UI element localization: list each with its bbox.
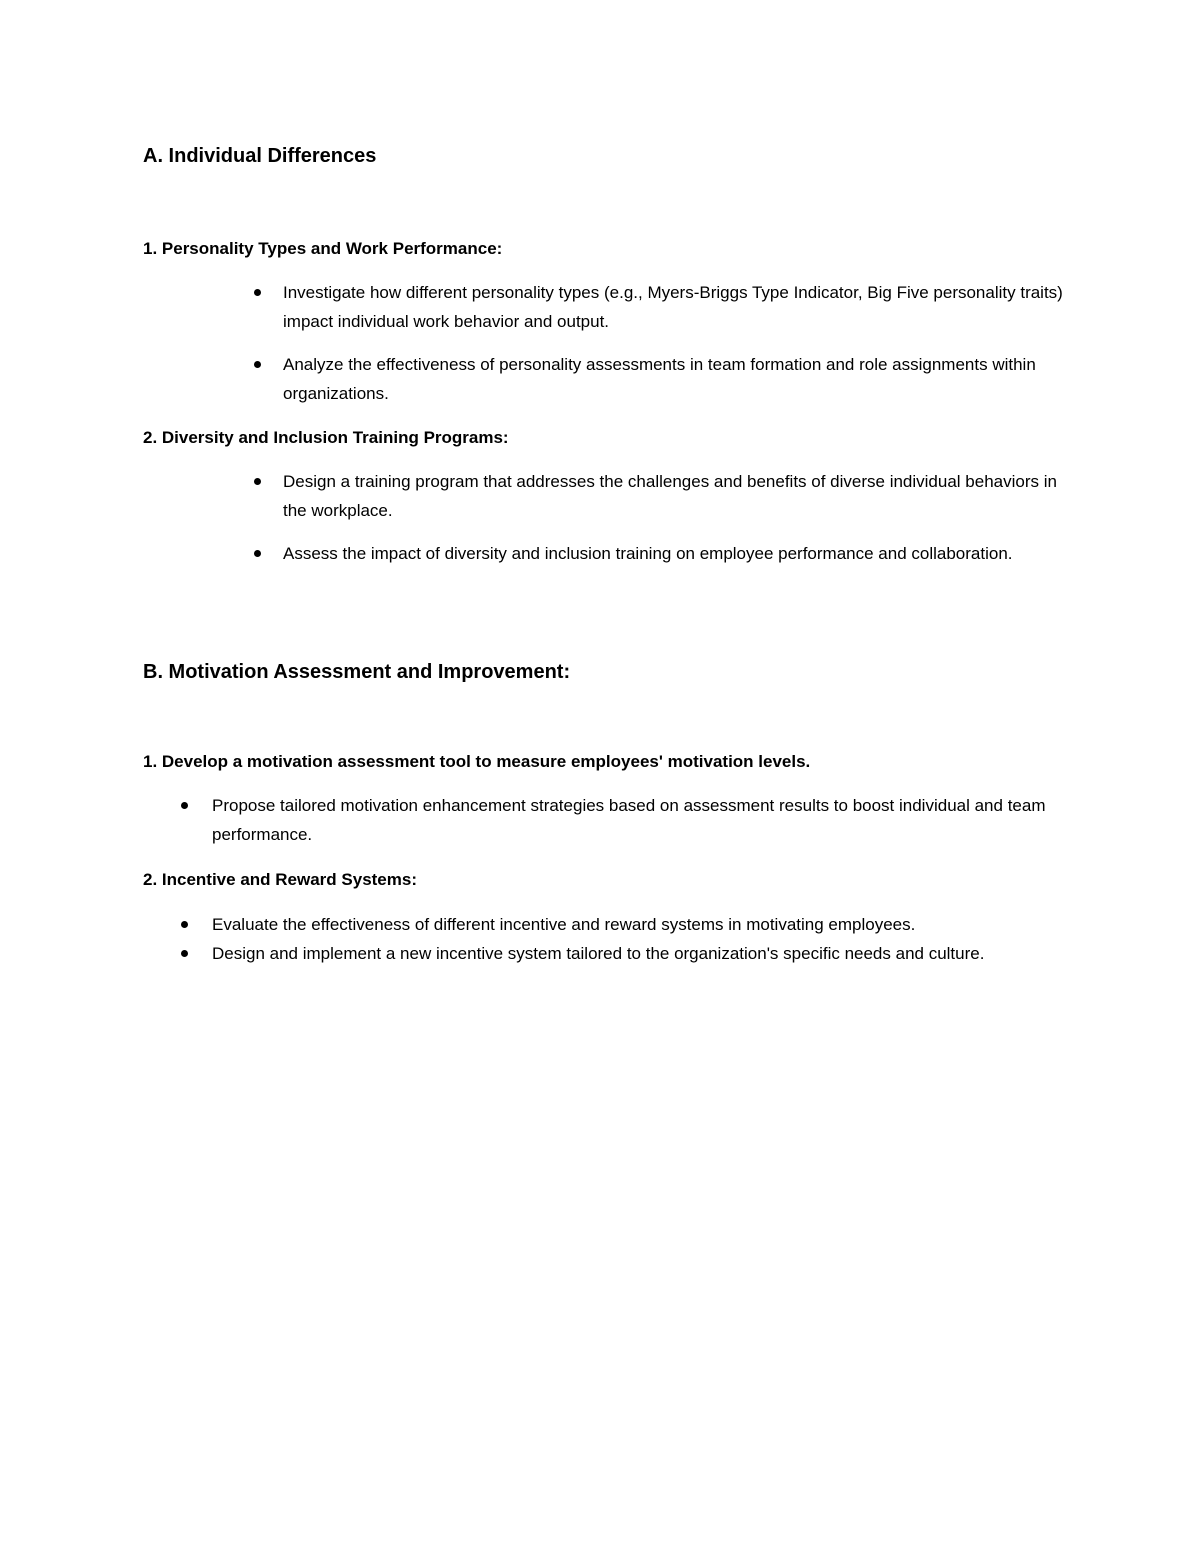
section-a-topic-1-bullets [283, 279, 1063, 423]
list-item-text: Propose tailored motivation enhancement strategies based on assessment results to boost individual and team performance. [212, 796, 1046, 844]
list-item [212, 911, 1062, 940]
list-item-text: Design a training program that addresses the challenges and benefits of diverse individual behaviors in the workplace. [283, 472, 1057, 520]
section-b-topic-2-bullets [212, 911, 1062, 968]
list-item [283, 468, 1063, 525]
bullet-icon [254, 550, 261, 557]
section-a-topic-2-bullets [283, 468, 1063, 584]
list-item [283, 279, 1063, 336]
list-item [283, 540, 1063, 569]
section-a-topic-2-title: 2. Diversity and Inclusion Training Programs: [143, 428, 509, 447]
bullet-icon [181, 802, 188, 809]
list-item [283, 351, 1063, 408]
bullet-icon [254, 289, 261, 296]
bullet-icon [254, 361, 261, 368]
list-item-text: Design and implement a new incentive system tailored to the organization's specific needs and culture. [212, 943, 985, 963]
list-item-text: Analyze the effectiveness of personality assessments in team formation and role assignments within organizations. [283, 355, 1036, 403]
bullet-icon [181, 921, 188, 928]
section-a-topic-1-title: 1. Personality Types and Work Performance: [143, 239, 503, 258]
list-item-text: Investigate how different personality types (e.g., Myers-Briggs Type Indicator, Big Five personality traits) impact individual work behavior and output. [283, 283, 1063, 331]
section-b-topic-1-title: 1. Develop a motivation assessment tool to measure employees' motivation levels. [143, 752, 811, 771]
section-b-heading: B. Motivation Assessment and Improvement: [143, 661, 571, 683]
list-item [212, 940, 1062, 969]
section-b-topic-1-bullets [212, 792, 1062, 849]
list-item-text: Assess the impact of diversity and inclusion training on employee performance and collaboration. [283, 544, 1013, 563]
bullet-icon [254, 478, 261, 485]
list-item-text: Evaluate the effectiveness of different incentive and reward systems in motivating employees. [212, 915, 916, 934]
list-item [212, 792, 1062, 849]
bullet-icon [181, 950, 188, 957]
section-a-heading: A. Individual Differences [143, 145, 377, 167]
section-b-topic-2-title: 2. Incentive and Reward Systems: [143, 870, 417, 889]
